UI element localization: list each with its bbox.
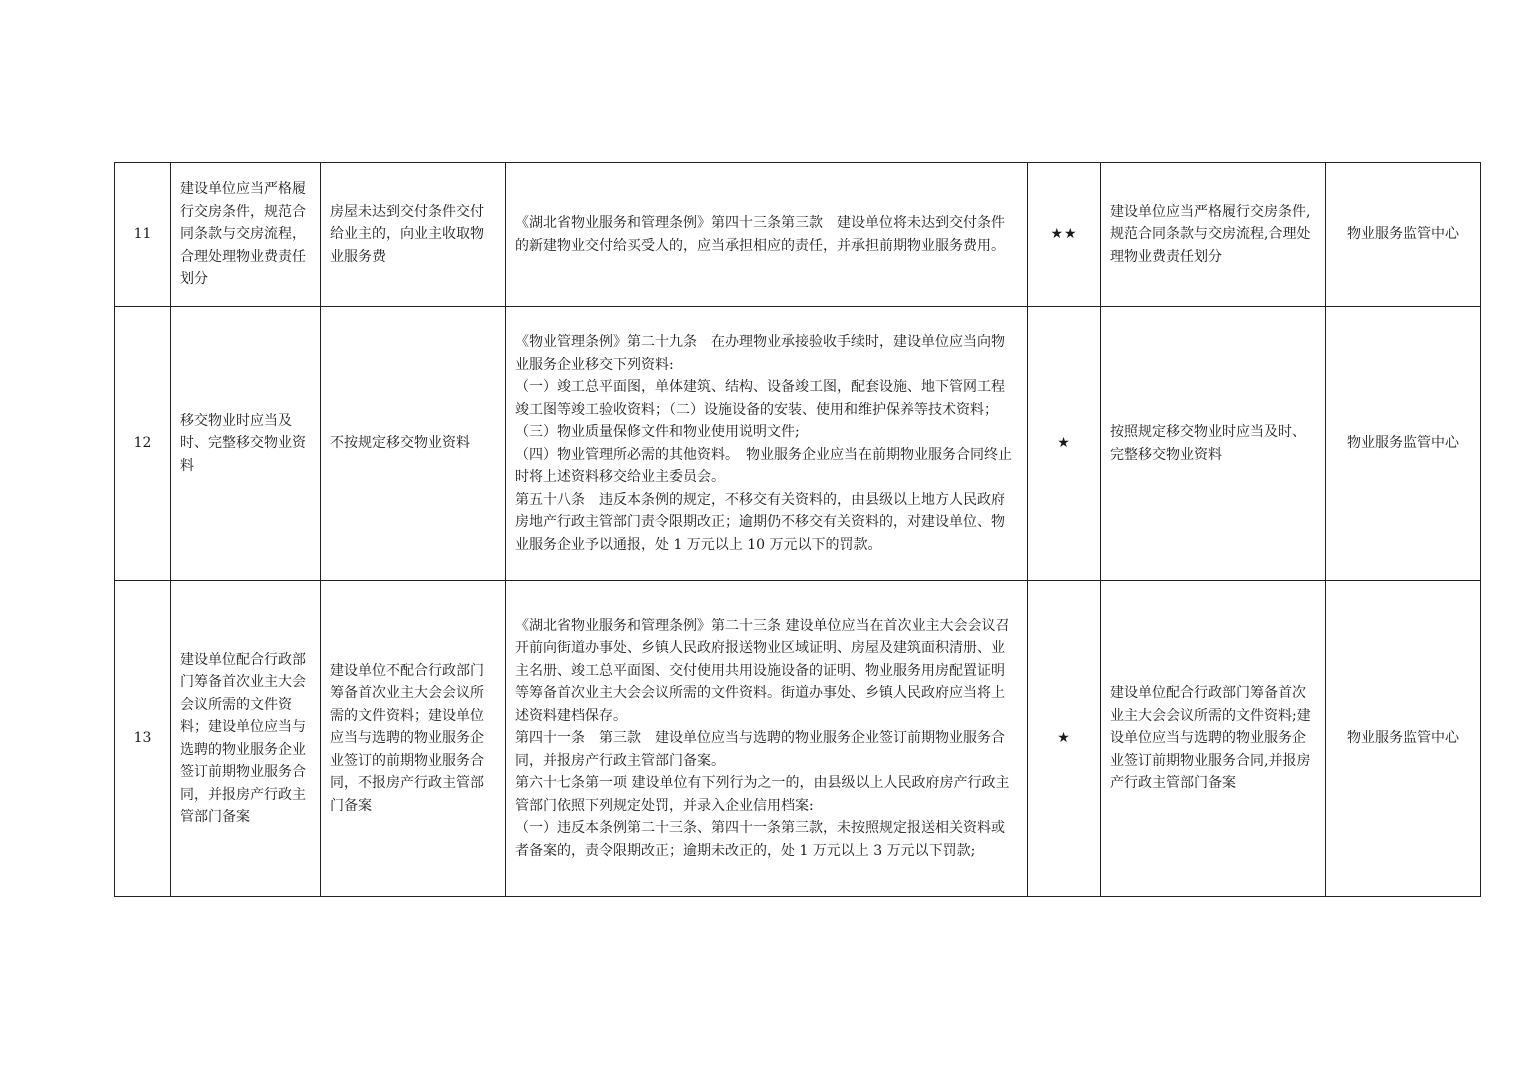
table-row — [115, 307, 1481, 581]
violation-description: 建设单位不配合行政部门筹备首次业主大会会议所需的文件资料；建设单位应当与选聘的物业服务企业签订的前期物业服务合同，不报房产行政主管部门备案 — [321, 581, 506, 897]
legal-basis-paragraph: 第四十一条 第三款 建设单位应当与选聘的物业服务企业签订前期物业服务合同，并报房产行政主管部门备案。 — [515, 730, 1005, 769]
risk-level-stars: ★ — [1028, 307, 1101, 581]
row-number: 12 — [115, 307, 171, 581]
regulation-table — [114, 162, 1481, 897]
duty-item: 建设单位配合行政部门筹备首次业主大会会议所需的文件资料；建设单位应当与选聘的物业服务企业签订前期物业服务合同，并报房产行政主管部门备案 — [171, 581, 321, 897]
legal-basis-paragraph: 《物业管理条例》第二十九条 在办理物业承接验收手续时，建设单位应当向物业服务企业移交下列资料: — [515, 334, 1005, 373]
duty-item: 建设单位应当严格履行交房条件，规范合同条款与交房流程，合理处理物业费责任划分 — [171, 163, 321, 307]
compliance-measure: 按照规定移交物业时应当及时、完整移交物业资料 — [1101, 307, 1326, 581]
legal-basis-paragraph: 《湖北省物业服务和管理条例》第二十三条 建设单位应当在首次业主大会会议召开前向街道办事处、乡镇人民政府报送物业区域证明、房屋及建筑面积清册、业主名册、竣工总平面图、交付使用共用设施设备的证明、物业服务用房配置证明等筹备首次业主大会会议所需的文件资料。街道办事处、乡镇人民政府应当将上述资料建档保存。 — [515, 617, 1010, 724]
violation-description: 房屋未达到交付条件交付给业主的，向业主收取物业服务费 — [321, 163, 506, 307]
table-row — [115, 581, 1481, 897]
legal-basis-paragraph: （一）竣工总平面图，单体建筑、结构、设备竣工图，配套设施、地下管网工程竣工图等竣工验收资料；（二）设施设备的安装、使用和维护保养等技术资料；（三）物业质量保修文件和物业使用说明文件; — [515, 379, 1005, 440]
row-number: 13 — [115, 581, 171, 897]
responsible-department: 物业服务监管中心 — [1326, 163, 1481, 307]
row-number: 11 — [115, 163, 171, 307]
violation-description: 不按规定移交物业资料 — [321, 307, 506, 581]
risk-level-stars: ★ — [1028, 581, 1101, 897]
legal-basis-paragraph: 第六十七条第一项 建设单位有下列行为之一的，由县级以上人民政府房产行政主管部门依照下列规定处罚，并录入企业信用档案: — [515, 775, 1010, 814]
legal-basis-paragraph: 第五十八条 违反本条例的规定，不移交有关资料的，由县级以上地方人民政府房地产行政主管部门责令限期改正；逾期仍不移交有关资料的，对建设单位、物业服务企业予以通报，处 1 万元以上 10 万元以下的罚款。 — [515, 491, 1005, 553]
responsible-department: 物业服务监管中心 — [1326, 581, 1481, 897]
table-row — [115, 163, 1481, 307]
responsible-department: 物业服务监管中心 — [1326, 307, 1481, 581]
compliance-measure: 建设单位配合行政部门筹备首次业主大会会议所需的文件资料;建设单位应当与选聘的物业服务企业签订前期物业服务合同,并报房产行政主管部门备案 — [1101, 581, 1326, 897]
legal-basis-paragraph: （四）物业管理所必需的其他资料。 物业服务企业应当在前期物业服务合同终止时将上述资料移交给业主委员会。 — [515, 446, 1012, 485]
compliance-measure: 建设单位应当严格履行交房条件,规范合同条款与交房流程,合理处理物业费责任划分 — [1101, 163, 1326, 307]
regulation-table-page — [114, 162, 1480, 897]
legal-basis-paragraph: 《湖北省物业服务和管理条例》第四十三条第三款 建设单位将未达到交付条件的新建物业交付给买受人的，应当承担相应的责任，并承担前期物业服务费用。 — [515, 215, 1005, 254]
risk-level-stars: ★★ — [1028, 163, 1101, 307]
legal-basis-paragraph: （一）违反本条例第二十三条、第四十一条第三款，未按照规定报送相关资料或者备案的，责令限期改正；逾期未改正的，处 1 万元以上 3 万元以下罚款; — [515, 820, 1005, 859]
legal-basis — [506, 581, 1028, 897]
legal-basis — [506, 163, 1028, 307]
legal-basis — [506, 307, 1028, 581]
duty-item: 移交物业时应当及时、完整移交物业资料 — [171, 307, 321, 581]
